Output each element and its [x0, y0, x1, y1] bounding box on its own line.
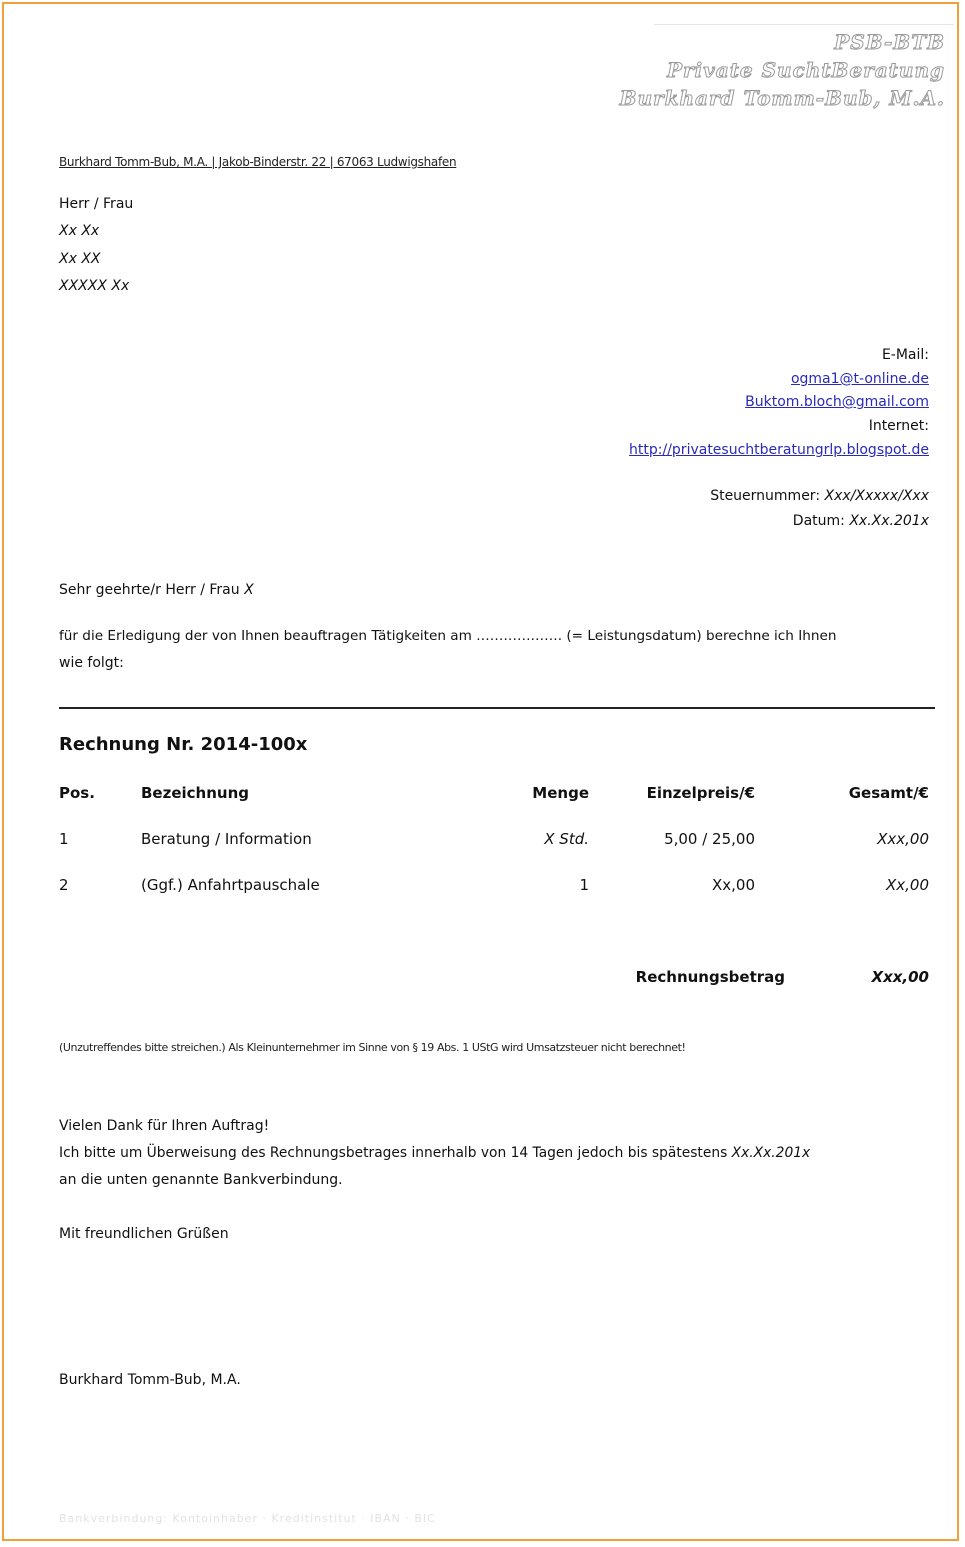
row-2-pos: 2	[59, 876, 69, 894]
intro-line-1: für die Erledigung der von Ihnen beauftragen Tätigkeiten am ………………. (= Leistungsdatum) berechne ich Ihnen	[59, 628, 837, 644]
logo-line-2: Private SuchtBeratung	[666, 58, 945, 82]
recipient-city: XXXXX Xx	[59, 278, 130, 294]
payment-line-2: an die unten genannte Bankverbindung.	[59, 1172, 343, 1188]
email-link-1[interactable]: ogma1@t-online.de	[790, 371, 929, 387]
row-1-unit-price: 5,00 / 25,00	[664, 830, 755, 848]
invoice-page	[2, 2, 959, 1541]
greeting-prefix: Sehr geehrte/r Herr / Frau	[59, 582, 240, 598]
email-link-2[interactable]: Buktom.bloch@gmail.com	[745, 394, 929, 410]
row-2-total: Xx,00	[885, 876, 929, 894]
regards: Mit freundlichen Grüßen	[59, 1226, 229, 1242]
greeting-name: X	[244, 582, 254, 598]
row-2-quantity: 1	[579, 876, 589, 894]
col-header-unit-price: Einzelpreis/€	[646, 784, 755, 802]
row-1-total: Xxx,00	[877, 830, 929, 848]
invoice-sum-label: Rechnungsbetrag	[635, 968, 785, 986]
email-label: E-Mail:	[881, 347, 929, 363]
row-1-quantity: X Std.	[544, 830, 589, 848]
thanks-line: Vielen Dank für Ihren Auftrag!	[59, 1118, 270, 1134]
payment-deadline: Xx.Xx.201x	[731, 1145, 811, 1161]
tax-value: Xxx/Xxxxx/Xxx	[824, 488, 929, 504]
section-divider	[59, 707, 935, 709]
logo-line-3: Burkhard Tomm-Bub, M.A.	[619, 86, 945, 110]
date-label: Datum:	[792, 513, 845, 529]
col-header-total: Gesamt/€	[848, 784, 929, 802]
tax-label: Steuernummer:	[710, 488, 821, 504]
sender-return-address: Burkhard Tomm-Bub, M.A. | Jakob-Binderstr. 22 | 67063 Ludwigshafen	[59, 155, 457, 169]
row-2-description: (Ggf.) Anfahrtpauschale	[141, 876, 320, 894]
invoice-sum-value: Xxx,00	[871, 968, 929, 986]
payment-line-1	[59, 1145, 810, 1161]
intro-line-2: wie folgt:	[59, 655, 124, 671]
header-divider	[654, 24, 954, 25]
row-1-pos: 1	[59, 830, 69, 848]
recipient-name: Xx Xx	[59, 223, 100, 239]
col-header-quantity: Menge	[532, 784, 589, 802]
signature-name: Burkhard Tomm-Bub, M.A.	[59, 1372, 241, 1388]
row-2-unit-price: Xx,00	[711, 876, 755, 894]
col-header-pos: Pos.	[59, 784, 95, 802]
internet-label: Internet:	[868, 418, 929, 434]
col-header-description: Bezeichnung	[141, 784, 249, 802]
date-value: Xx.Xx.201x	[849, 513, 929, 529]
recipient-salutation: Herr / Frau	[59, 196, 134, 212]
tax-number	[710, 488, 929, 504]
greeting	[59, 582, 254, 598]
payment-request: Ich bitte um Überweisung des Rechnungsbetrages innerhalb von 14 Tagen jedoch bis spätestens	[59, 1145, 728, 1161]
tax-exemption-note: (Unzutreffendes bitte streichen.) Als Kleinunternehmer im Sinne von § 19 Abs. 1 UStG wird Umsatzsteuer nicht berechnet!	[59, 1041, 686, 1054]
recipient-street: Xx XX	[59, 251, 101, 267]
logo-line-1: PSB-BTB	[834, 30, 945, 54]
row-1-description: Beratung / Information	[141, 830, 312, 848]
invoice-title: Rechnung Nr. 2014-100x	[59, 734, 308, 755]
website-link[interactable]: http://privatesuchtberatungrlp.blogspot.de	[629, 442, 929, 458]
invoice-date	[793, 513, 929, 529]
footer-bank-line: Bankverbindung: Kontoinhaber · Kreditinstitut · IBAN · BIC	[59, 1512, 436, 1525]
